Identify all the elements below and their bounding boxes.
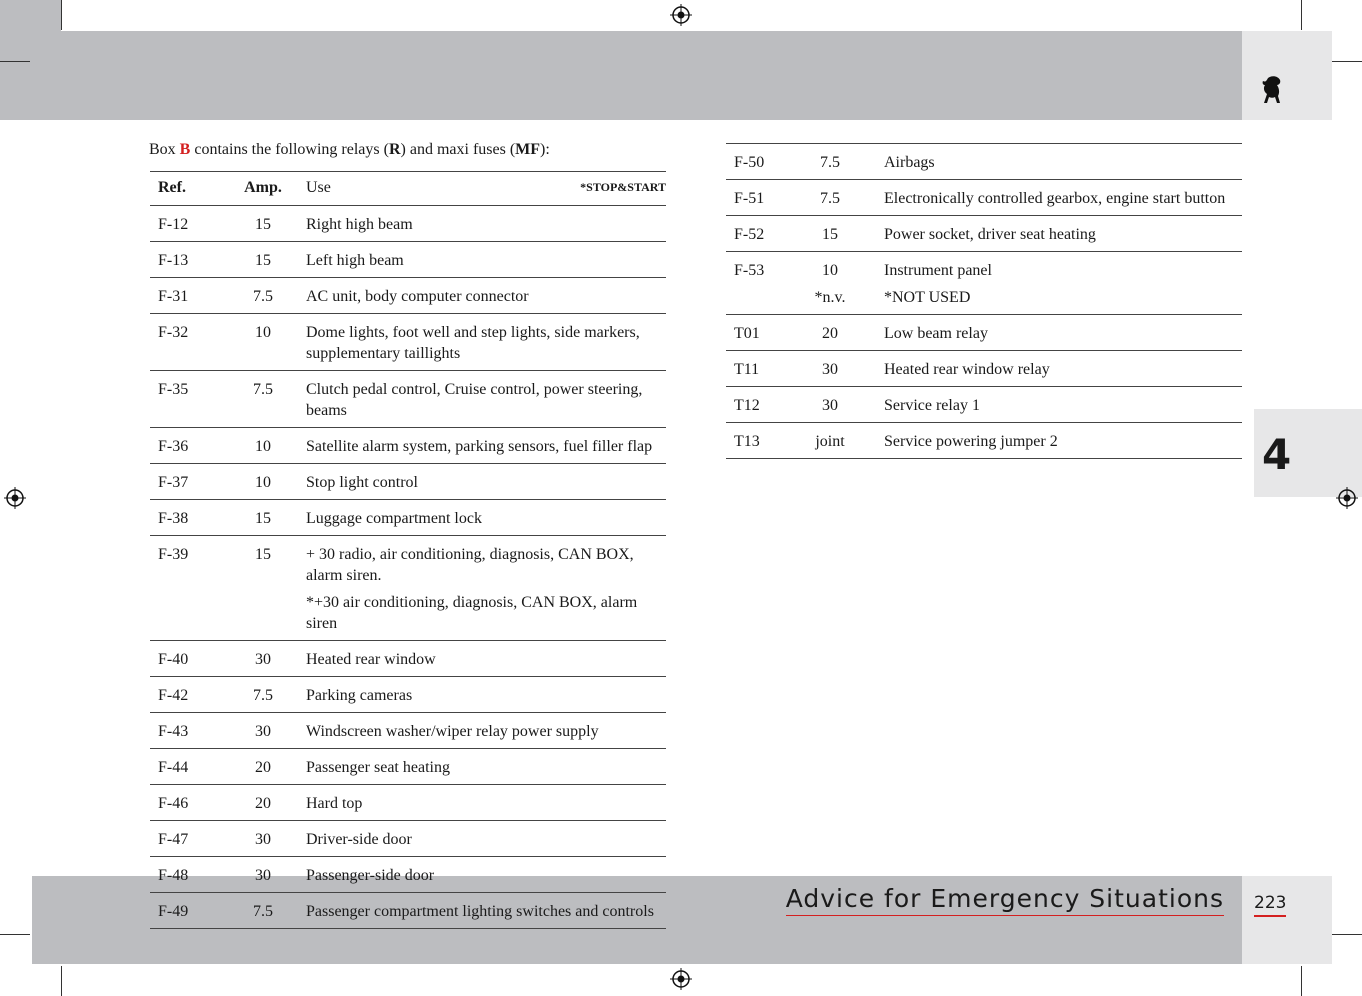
fuse-ref: F-40: [150, 641, 226, 677]
crop-mark: [61, 0, 62, 30]
header-stop-start-note: *STOP&START: [397, 172, 666, 206]
fuse-amperage: 15: [794, 216, 866, 252]
fuse-amperage: 15: [226, 206, 300, 242]
table-row: [150, 314, 666, 371]
fuse-use: Instrument panel *NOT USED: [866, 252, 1242, 315]
fuse-use: Passenger-side door: [300, 857, 666, 893]
prancing-horse-icon: [1258, 74, 1286, 106]
fuse-table-right: [726, 143, 1242, 459]
fuse-use: Dome lights, foot well and step lights, side markers, supplementary taillights: [300, 314, 666, 371]
fuse-ref: F-38: [150, 500, 226, 536]
fuse-ref: F-31: [150, 278, 226, 314]
fuse-use: Passenger seat heating: [300, 749, 666, 785]
table-row: [726, 252, 1242, 315]
table-row: [150, 371, 666, 428]
table-row: [726, 315, 1242, 351]
fuse-ref: F-48: [150, 857, 226, 893]
fuse-amperage: joint: [794, 423, 866, 459]
table-row: [726, 387, 1242, 423]
fuse-use: Driver-side door: [300, 821, 666, 857]
table-row: [150, 278, 666, 314]
fuse-amperage: 30: [226, 641, 300, 677]
fuse-amperage: 7.5: [226, 677, 300, 713]
header-use: Use: [300, 172, 397, 206]
fuse-use: Heated rear window: [300, 641, 666, 677]
fuse-amperage: 15: [226, 500, 300, 536]
header-amp: Amp.: [226, 172, 300, 206]
table-row: [726, 351, 1242, 387]
fuse-use: Windscreen washer/wiper relay power supply: [300, 713, 666, 749]
fuse-ref: T11: [726, 351, 794, 387]
crop-mark: [1301, 966, 1302, 996]
fuse-ref: F-36: [150, 428, 226, 464]
fuse-use: Clutch pedal control, Cruise control, power steering, beams: [300, 371, 666, 428]
fuse-ref: F-53: [726, 252, 794, 315]
fuse-ref: F-50: [726, 144, 794, 180]
registration-mark-icon: [1336, 487, 1358, 509]
fuse-ref: F-13: [150, 242, 226, 278]
fuse-amperage: 30: [794, 351, 866, 387]
fuse-amperage: 30: [226, 821, 300, 857]
fuse-use: Service relay 1: [866, 387, 1242, 423]
table-row: [726, 144, 1242, 180]
table-row: [726, 180, 1242, 216]
table-row: [726, 423, 1242, 459]
fuse-ref: F-12: [150, 206, 226, 242]
table-row: [150, 206, 666, 242]
fuse-ref: F-35: [150, 371, 226, 428]
fuse-amperage: 30: [226, 713, 300, 749]
table-row: [150, 893, 666, 929]
table-row: [150, 641, 666, 677]
footer-section-title: Advice for Emergency Situations: [786, 884, 1224, 916]
fuse-ref: F-49: [150, 893, 226, 929]
table-header: [150, 172, 666, 206]
fuse-ref: T01: [726, 315, 794, 351]
footer-tab: [1242, 876, 1332, 964]
header-tab: [1242, 31, 1332, 120]
fuse-use: Right high beam: [300, 206, 666, 242]
fuse-use: Electronically controlled gearbox, engine start button: [866, 180, 1242, 216]
registration-mark-icon: [4, 487, 26, 509]
fuse-amperage: 7.5: [226, 371, 300, 428]
fuse-amperage: 20: [226, 785, 300, 821]
table-row: [150, 242, 666, 278]
fuse-use: Passenger compartment lighting switches and controls: [300, 893, 666, 929]
registration-mark-icon: [670, 968, 692, 990]
fuse-ref: F-51: [726, 180, 794, 216]
fuse-amperage: 30: [226, 857, 300, 893]
fuse-ref: F-47: [150, 821, 226, 857]
fuse-use: Parking cameras: [300, 677, 666, 713]
crop-mark: [1332, 61, 1362, 62]
fuse-use: Heated rear window relay: [866, 351, 1242, 387]
table-row: [726, 216, 1242, 252]
fuse-ref: F-43: [150, 713, 226, 749]
fuse-table-left: [150, 171, 666, 929]
crop-mark: [1301, 0, 1302, 30]
table-row: [150, 677, 666, 713]
fuse-use: Hard top: [300, 785, 666, 821]
fuse-ref: F-52: [726, 216, 794, 252]
fuse-amperage: 7.5: [794, 180, 866, 216]
table-row: [150, 785, 666, 821]
fuse-ref: F-42: [150, 677, 226, 713]
fuse-use: + 30 radio, air conditioning, diagnosis, CAN BOX, alarm siren. *+30 air conditioning, diagnosis, CAN BOX, alarm siren: [300, 536, 666, 641]
fuse-amperage: 15: [226, 242, 300, 278]
table-row: [150, 821, 666, 857]
table-row: [150, 536, 666, 641]
fuse-ref: F-44: [150, 749, 226, 785]
table-row: [150, 749, 666, 785]
fuse-use: Satellite alarm system, parking sensors, fuel filler flap: [300, 428, 666, 464]
fuse-use: Left high beam: [300, 242, 666, 278]
fuse-ref: F-46: [150, 785, 226, 821]
fuse-use: AC unit, body computer connector: [300, 278, 666, 314]
page-number: 223: [1254, 893, 1286, 917]
fuse-amperage: 15: [226, 536, 300, 641]
fuse-use: Luggage compartment lock: [300, 500, 666, 536]
fuse-amperage: 10 *n.v.: [794, 252, 866, 315]
fuse-amperage: 10: [226, 428, 300, 464]
fuse-use: Stop light control: [300, 464, 666, 500]
fuse-use: Low beam relay: [866, 315, 1242, 351]
fuse-use: Power socket, driver seat heating: [866, 216, 1242, 252]
fuse-amperage: 10: [226, 464, 300, 500]
fuse-amperage: 30: [794, 387, 866, 423]
fuse-amperage: 10: [226, 314, 300, 371]
fuse-ref: F-39: [150, 536, 226, 641]
fuse-amperage: 7.5: [226, 893, 300, 929]
table-row: [150, 464, 666, 500]
crop-mark: [1332, 934, 1362, 935]
fuse-amperage: 20: [226, 749, 300, 785]
fuse-use: Service powering jumper 2: [866, 423, 1242, 459]
header-band: [0, 31, 1242, 120]
fuse-ref: F-37: [150, 464, 226, 500]
table-row: [150, 428, 666, 464]
crop-mark: [0, 61, 30, 62]
fuse-use: Airbags: [866, 144, 1242, 180]
fuse-amperage: 20: [794, 315, 866, 351]
box-label: B: [179, 141, 191, 158]
fuse-ref: T12: [726, 387, 794, 423]
registration-mark-icon: [670, 4, 692, 26]
crop-mark: [0, 934, 30, 935]
crop-mark: [61, 966, 62, 996]
fuse-amperage: 7.5: [794, 144, 866, 180]
table-row: [150, 500, 666, 536]
intro-text: Box B contains the following relays (R) and maxi fuses (MF):: [149, 141, 550, 158]
fuse-amperage: 7.5: [226, 278, 300, 314]
fuse-ref: F-32: [150, 314, 226, 371]
header-ref: Ref.: [150, 172, 226, 206]
fuse-ref: T13: [726, 423, 794, 459]
table-row: [150, 713, 666, 749]
chapter-number: 4: [1262, 430, 1292, 479]
table-row: [150, 857, 666, 893]
